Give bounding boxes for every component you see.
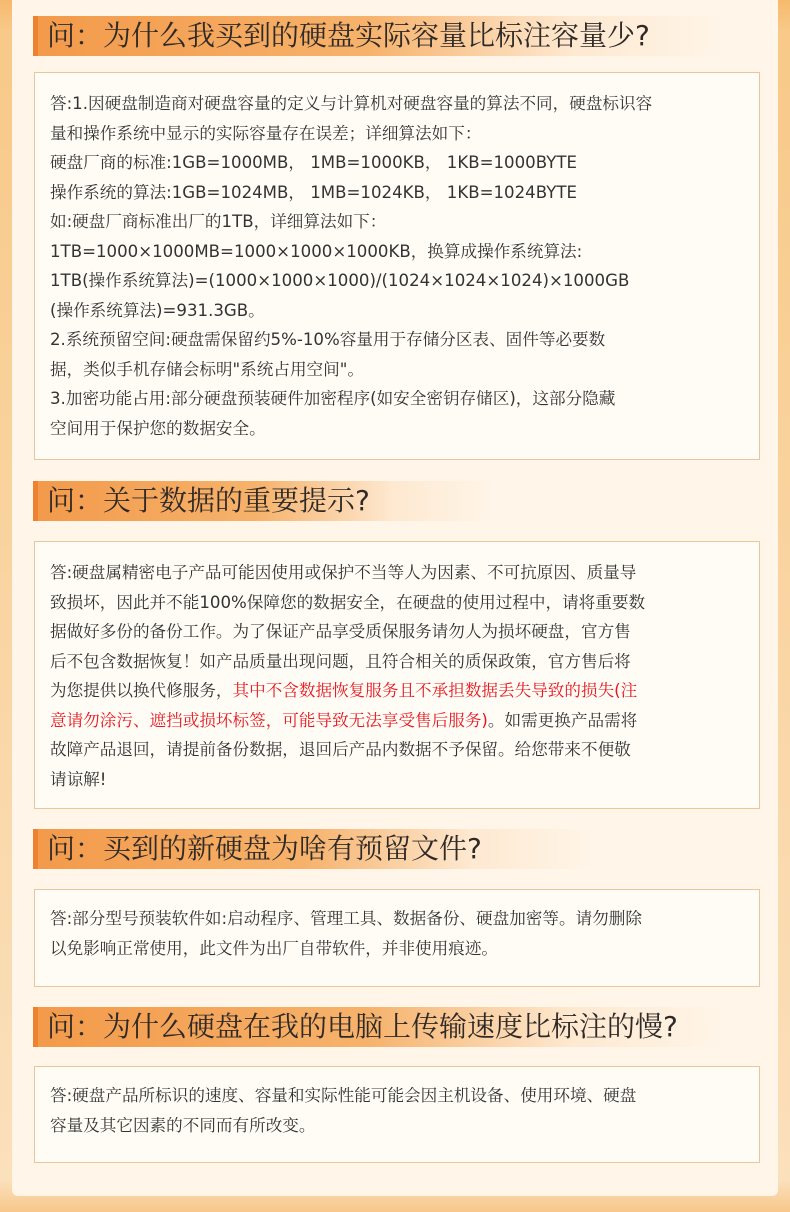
faq-answer-capacity: [34, 72, 760, 460]
question-text: 问：关于数据的重要提示?: [47, 484, 370, 517]
faq-question-data-notice: [33, 481, 493, 521]
answer-line: 容量及其它因素的不同而有所改变。: [50, 1115, 316, 1135]
answer-line: 致损坏，因此并不能100%保障您的数据安全，在硬盘的使用过程中，请将重要数: [50, 592, 646, 612]
answer-text: 。如需更换产品需将: [487, 710, 638, 730]
answer-line: 1TB=1000×1000MB=1000×1000×1000KB，换算成操作系统算法:: [50, 241, 583, 261]
answer-line: 答:部分型号预装软件如:启动程序、管理工具、数据备份、硬盘加密等。请勿删除: [50, 909, 642, 928]
answer-line: [50, 676, 743, 706]
warning-text: 其中不含数据恢复服务且不承担数据丢失导致的损失(注: [232, 681, 638, 700]
question-text: 问：买到的新硬盘为啥有预留文件?: [47, 832, 482, 865]
question-text: 问：为什么硬盘在我的电脑上传输速度比标注的慢?: [47, 1010, 678, 1043]
faq-answer-transfer-speed: [34, 1066, 760, 1163]
answer-line: 后不包含数据恢复！如产品质量出现问题，且符合相关的质保政策，官方售后将: [50, 651, 631, 671]
answer-line: 答:硬盘产品所标识的速度、容量和实际性能可能会因主机设备、使用环境、硬盘: [50, 1086, 637, 1105]
answer-line: 据，类似手机存储会标明"系统占用空间"。: [50, 359, 364, 379]
answer-line: 1TB(操作系统算法)=(1000×1000×1000)/(1024×1024×1024)×1000GB: [50, 271, 630, 290]
answer-line: 请谅解!: [50, 769, 107, 789]
faq-answer-data-notice: [34, 541, 760, 809]
answer-line: 故障产品退回，请提前备份数据，退回后产品内数据不予保留。给您带来不便敬: [50, 740, 631, 759]
answer-line: 量和操作系统中显示的实际容量存在误差；详细算法如下：: [50, 123, 482, 143]
answer-line: (操作系统算法)=931.3GB。: [50, 300, 265, 320]
answer-line: 以免影响正常使用，此文件为出厂自带软件，并非使用痕迹。: [50, 938, 499, 958]
answer-line: 答:1.因硬盘制造商对硬盘容量的定义与计算机对硬盘容量的算法不同，硬盘标识容: [50, 94, 653, 113]
answer-line: 如:硬盘厂商标准出厂的1TB，详细算法如下：: [50, 212, 387, 231]
question-text: 问：为什么我买到的硬盘实际容量比标注容量少?: [47, 19, 650, 52]
answer-line: 3.加密功能占用:部分硬盘预装硬件加密程序(如安全密钥存储区)，这部分隐藏: [50, 389, 616, 408]
answer-text: 为您提供以换代修服务，: [50, 681, 233, 700]
answer-line: 据做好多份的备份工作。为了保证产品享受质保服务请勿人为损坏硬盘，官方售: [50, 622, 631, 641]
faq-question-preinstalled-files: [33, 829, 593, 869]
answer-line: 答:硬盘属精密电子产品可能因使用或保护不当等人为因素、不可抗原因、质量导: [50, 563, 637, 582]
answer-line: 操作系统的算法:1GB=1024MB， 1MB=1024KB， 1KB=1024BYTE: [50, 182, 577, 202]
answer-line: 2.系统预留空间:硬盘需保留约5%-10%容量用于存储分区表、固件等必要数: [50, 330, 606, 349]
faq-answer-preinstalled-files: [34, 889, 760, 987]
faq-question-transfer-speed: [33, 1007, 723, 1047]
warning-text: 意请勿涂污、遮挡或损坏标签，可能导致无法享受售后服务): [50, 710, 488, 730]
faq-question-capacity: [33, 16, 723, 56]
answer-line: 空间用于保护您的数据安全。: [50, 418, 266, 438]
answer-line: 硬盘厂商的标准:1GB=1000MB， 1MB=1000KB， 1KB=1000BYTE: [50, 153, 577, 172]
answer-line: [50, 706, 743, 736]
